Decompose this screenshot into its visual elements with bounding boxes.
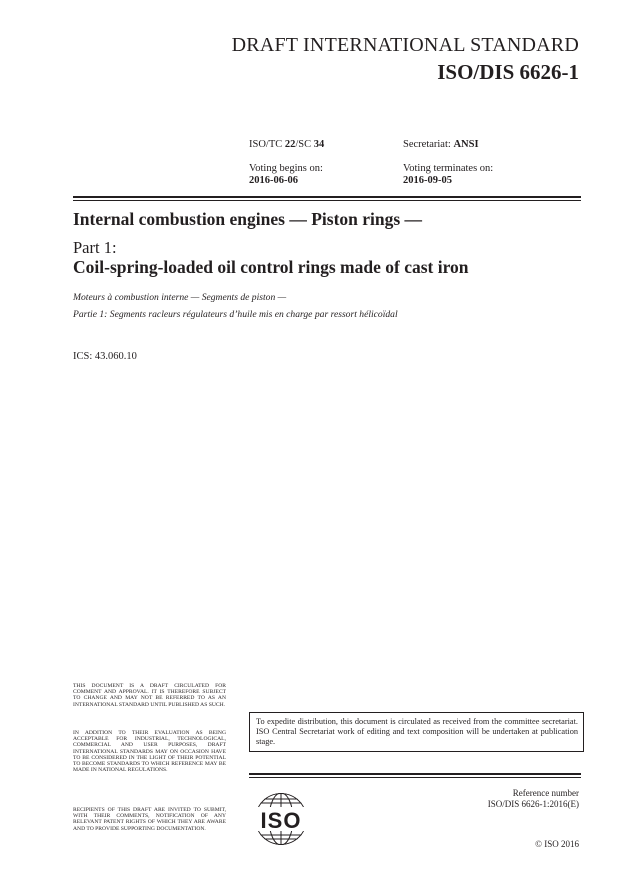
divider-thin (73, 200, 581, 201)
ics-code: ICS: 43.060.10 (73, 351, 137, 362)
french-title-line-1: Moteurs à combustion interne — Segments de piston — (73, 292, 287, 303)
sc-number: 34 (313, 139, 325, 150)
part-label: Part 1: (73, 238, 117, 257)
committee-prefix: ISO/TC (249, 139, 285, 150)
footer-divider-thin (249, 777, 581, 778)
secretariat (403, 139, 479, 151)
disclaimer-paragraph-1: THIS DOCUMENT IS A DRAFT CIRCULATED FOR COMMENT AND APPROVAL. IT IS THEREFORE SUBJECT TO CHANGE AND MAY NOT BE REFERRED TO AS AN INTERNATIONAL STANDARD UNTIL PUBLISHED AS SUCH. (73, 683, 226, 708)
iso-logo (249, 790, 313, 848)
draft-standard-title: DRAFT INTERNATIONAL STANDARD (231, 34, 579, 56)
divider-thick (73, 196, 581, 198)
disclaimer-paragraph-3: RECIPIENTS OF THIS DRAFT ARE INVITED TO SUBMIT, WITH THEIR COMMENTS, NOTIFICATION OF ANY RELEVANT PATENT RIGHTS OF WHICH THEY ARE AWARE AND TO PROVIDE SUPPORTING DOCUMENTATION. (73, 807, 226, 832)
tc-number: 22 (284, 139, 296, 150)
main-title: Internal combustion engines — Piston rings — (73, 209, 423, 229)
secretariat-value: ANSI (453, 139, 479, 150)
committee-separator: /SC (295, 139, 314, 150)
voting-terminates (403, 163, 493, 187)
reference-number: ISO/DIS 6626-1:2016(E) (487, 799, 579, 809)
voting-begins-date: 2016-06-06 (249, 175, 298, 186)
voting-begins (249, 163, 323, 187)
voting-terminates-label: Voting terminates on: (403, 163, 494, 174)
footer-divider-thick (249, 773, 581, 775)
iso-logo-text: ISO (260, 808, 302, 833)
secretariat-label: Secretariat: (403, 139, 454, 150)
part-title: Coil-spring-loaded oil control rings made of cast iron (73, 257, 469, 277)
disclaimer-paragraph-2: IN ADDITION TO THEIR EVALUATION AS BEING ACCEPTABLE FOR INDUSTRIAL, TECHNOLOGICAL, COMMERCIAL AND USER PURPOSES, DRAFT INTERNATIONAL STANDARDS MAY ON OCCASION HAVE TO BE CONSIDERED IN THE LIGHT OF THEIR POTENTIAL TO BECOME STANDARDS TO WHICH REFERENCE MAY BE MADE IN NATIONAL REGULATIONS. (73, 730, 226, 774)
french-title-line-2: Partie 1: Segments racleurs régulateurs d’huile mis en charge par ressort hélicoïdal (73, 309, 398, 320)
voting-terminates-date: 2016-09-05 (403, 175, 452, 186)
reference-number-label: Reference number (512, 788, 579, 798)
voting-begins-label: Voting begins on: (249, 163, 323, 174)
committee-reference (249, 139, 324, 151)
copyright-notice: © ISO 2016 (535, 839, 579, 849)
distribution-notice: To expedite distribution, this document is circulated as received from the committee secretariat. ISO Central Secretariat work of editing and text composition will be undertaken at publication stage. (249, 712, 584, 752)
document-number: ISO/DIS 6626-1 (437, 60, 579, 84)
